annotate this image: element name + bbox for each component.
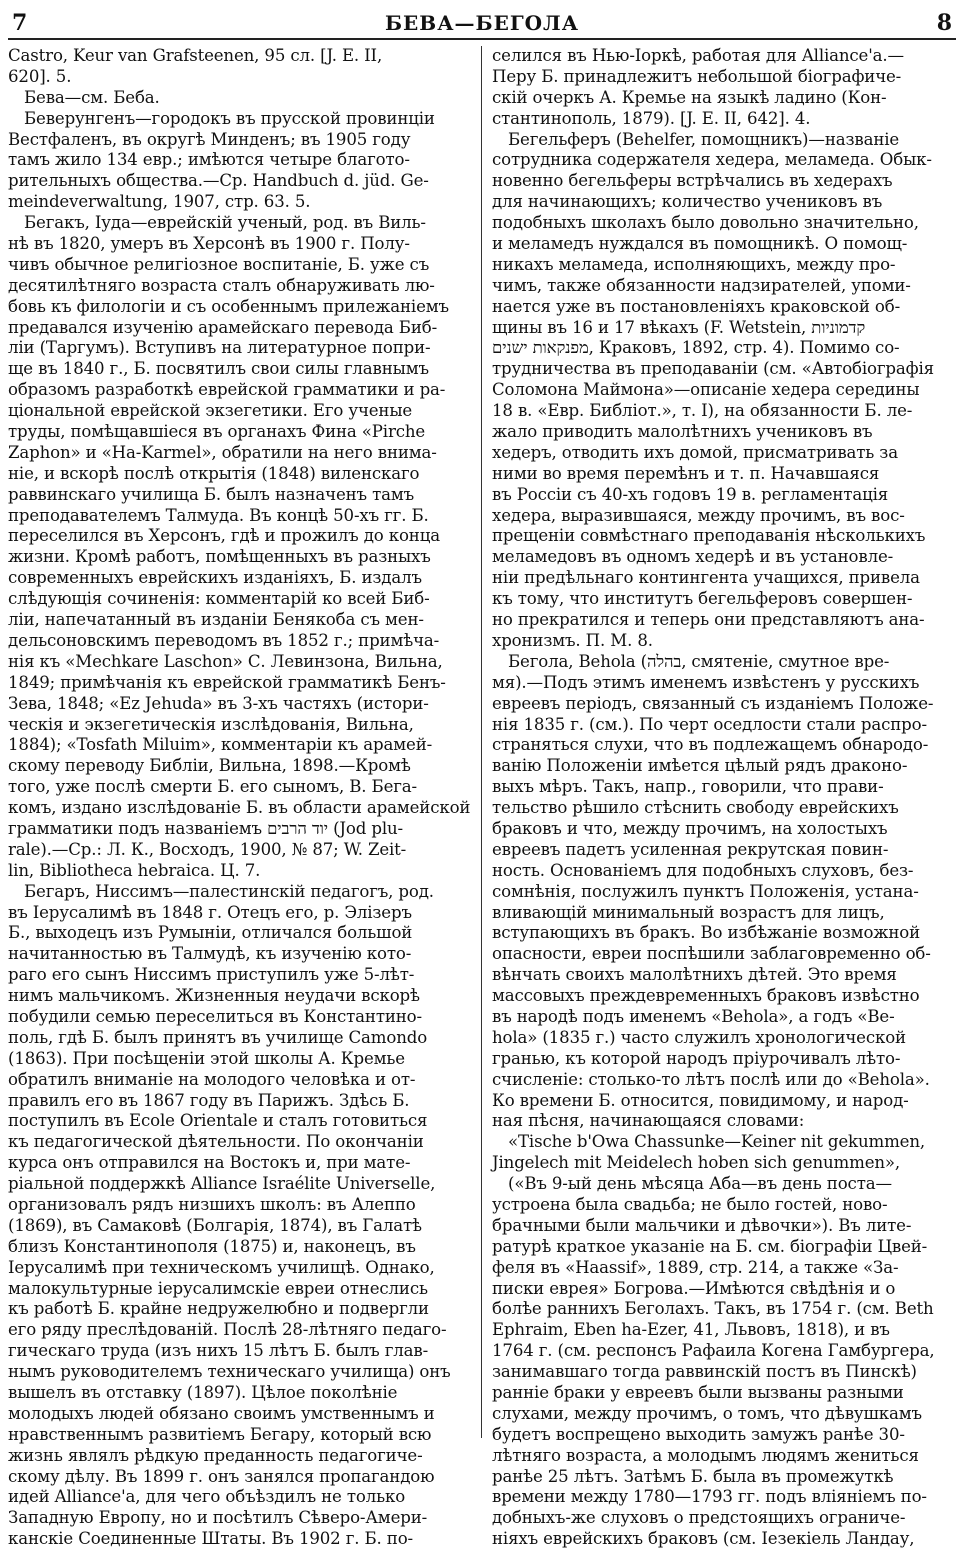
text-line: стантинополь, 1879). [J. E. II, 642]. 4. [492,108,811,128]
text-line: нія къ «Mechkare Laschon» С. Левинзона, Вильна, [8,651,443,671]
text-line: нія 1835 г. (см.). По черт оседлости стали распро- [492,714,927,734]
text-line: сомнѣнія, послужилъ пунктъ Положенія, устана- [492,881,919,901]
page-header [8,8,956,40]
text-line: ранніе браки у евреевъ были вызваны разными [492,1383,904,1402]
text-line: Бегола, Behola (בהלה, смятеніе, смутное вре- [508,651,890,671]
text-line: Бегельферъ (Behelfer, помощникъ)—названіе [508,129,900,149]
text-line: бовь къ филологіи и съ особеннымъ прилежаніемъ [8,296,449,316]
text-line: Вестфаленъ, въ округѣ Минденъ; въ 1905 году [8,129,411,149]
text-line: 1884); «Tosfath Miluim», комментаріи къ арамей- [8,735,433,755]
text-line: lin, Bibliotheca hebraica. Ц. 7. [8,860,261,880]
text-line: хронизмъ. П. М. 8. [492,630,653,650]
text-line: ратурѣ краткое указаніе на Б. см. біографіи Цвей- [492,1236,928,1256]
text-line: добныхъ-же слуховъ о предстоящихъ ограниче- [492,1508,906,1528]
text-line: ніе, и вскорѣ послѣ открытія (1848) виленскаго [8,463,420,483]
text-line: rale).—Ср.: Л. К., Восходъ, 1900, № 87; W. Zeit- [8,839,407,859]
text-line: болѣе раннихъ Беголахъ. Такъ, въ 1754 г. (см. Beth [492,1299,934,1319]
text-line: вступающихъ въ бракъ. Во избѣжаніе возможной [492,923,921,943]
text-line: подобныхъ школахъ было довольно значительно, [492,213,919,233]
text-line: ліи (Таргумъ). Вступивъ на литературное попри- [8,338,431,358]
text-line: (1863). При посѣщеніи этой школы А. Кремье [8,1048,405,1068]
text-line: скій очеркъ А. Кремье на языкѣ ладино (Кон- [492,87,887,107]
text-line: феля въ «Haassif», 1889, стр. 214, а также «За- [492,1257,899,1277]
text-line: счисленіе: столько-то лѣтъ послѣ или до «Behola». [492,1069,930,1089]
text-line: Zaphon» и «Ha-Karmel», обратили на него внима- [8,442,437,462]
text-line: хедера, выразившаяся, между прочимъ, въ вос- [492,505,905,525]
running-title: БЕВА—БЕГОЛА [384,11,580,35]
text-line: ванію Положеніи имѣется цѣлый рядъ драконо- [492,756,908,776]
text-line: устроена была свадьба; не было гостей, ново- [492,1194,888,1214]
text-line: евреевъ падетъ усиленная рекрутская повин- [492,839,889,859]
text-line: сотрудника содержателя хедера, меламеда. Обык- [492,150,932,170]
text-line: нается уже въ постановленіяхъ краковской об- [492,296,901,316]
text-line: обратилъ вниманіе на молодого человѣка и от- [8,1069,416,1089]
text-line: страняться слухи, что въ подлежащемъ обнародо- [492,735,929,755]
text-line: близъ Константинополя (1875) и, наконецъ, въ [8,1236,416,1256]
text-line: чивъ обычное религіозное воспитаніе, Б. уже съ [8,254,430,274]
text-line: Бева—см. Беба. [24,87,160,107]
right-column [492,46,956,1549]
text-line: Перу Б. принадлежитъ небольшой біографиче- [492,66,902,86]
text-line: лѣтняго возраста, а молодымъ людямъ жениться [492,1445,919,1465]
text-line: опасности, евреи поспѣшили заблаговременно об- [492,944,931,964]
text-line: будетъ воспрещено выходить замужъ ранѣе 30- [492,1424,905,1444]
text-line: Castro, Keur van Grafsteenen, 95 сл. [J. E. II, [8,46,383,65]
text-line: щины въ 16 и 17 вѣкахъ (F. Wetstein, קדמוניות [492,317,866,337]
text-line: Ephraim, Eben ha-Ezer, 41, Львовъ, 1818), и въ [492,1320,890,1340]
text-line: ность. Основаніемъ для подобныхъ слуховъ, без- [492,860,914,880]
text-line: 18 в. «Евр. Библіот.», т. I), на обязанности Б. ле- [492,401,913,421]
text-line: ранѣе 25 лѣтъ. Затѣмъ Б. была въ промежуткѣ [492,1466,894,1486]
text-line: 1849; примѣчанія къ еврейской грамматикѣ Бенъ- [8,672,446,692]
text-line: «Tische b'Owa Chassunke—Keiner nit gekummen, [508,1132,925,1152]
text-line: 620]. 5. [8,66,72,86]
text-line: для начинающихъ; количество учениковъ въ [492,192,883,212]
text-line: жизни. Кромѣ работъ, помѣщенныхъ въ разныхъ [8,547,431,567]
text-line: 1764 г. (см. респонсъ Рафаила Когена Гамбургера, [492,1341,935,1361]
text-line: ніяхъ еврейскихъ браковъ (см. Іезекіель Ландау, [492,1529,915,1549]
text-line: вѣнчать своихъ малолѣтнихъ дѣтей. Это время [492,965,897,985]
text-line: труды, помѣщавшіеся въ органахъ Фина «Pirche [8,422,426,442]
text-line: трудничества въ преподаваніи (см. «Автобіографія [492,359,934,379]
text-line: въ Іерусалимѣ въ 1848 г. Отецъ его, р. Элізеръ [8,902,412,922]
text-line: къ тому, что институтъ бегельферовъ совершен- [492,589,913,609]
text-line: поступилъ въ Ecole Orientale и сталъ готовиться [8,1111,428,1131]
text-line: скому дѣлу. Въ 1899 г. онъ занялся пропагандою [8,1466,435,1486]
text-line: массовыхъ преждевременныхъ браковъ извѣстно [492,986,920,1006]
text-line: предавался изученію арамейскаго перевода Биб- [8,317,438,337]
text-line: прещеніи совмѣстнаго преподаванія нѣсколькихъ [492,526,926,546]
page-number-left: 7 [12,10,28,36]
text-line: его ряду преслѣдованій. Послѣ 28-лѣтняго педаго- [8,1320,447,1340]
text-line: Бегакъ, Іуда—еврейскій ученый, род. въ Виль- [24,213,426,233]
text-line: евреевъ періодъ, связанный съ изданіемъ Положе- [492,693,934,713]
text-line: чимъ, также обязанности надзирателей, упоми- [492,275,911,295]
text-line: Ко времени Б. относится, повидимому, и народ- [492,1090,909,1110]
text-line: нимъ мальчикомъ. Жизненныя неудачи вскорѣ [8,986,420,1006]
text-line: Бегаръ, Ниссимъ—палестинскій педагогъ, род. [24,881,434,901]
text-line: нымъ руководителемъ техническаго училища) онъ [8,1362,451,1382]
text-line: преподавателемъ Талмуда. Въ концѣ 50-хъ гг. Б. [8,505,429,525]
text-line: ними во время перемѣнъ и т. п. Начавшаяся [492,463,880,483]
text-line: раго его сынъ Ниссимъ приступилъ уже 5-лѣт- [8,965,415,985]
text-line: жало приводить малолѣтнихъ учениковъ въ [492,422,873,442]
text-line: ческія и экзегетическія изслѣдованія, Вильна, [8,714,414,734]
text-line: Беверунгенъ—городокъ въ прусской провинціи [24,108,435,128]
text-line: организовалъ рядъ низшихъ школъ: въ Алеппо [8,1194,416,1214]
column-divider [481,46,482,1438]
text-line: современныхъ еврейскихъ изданіяхъ, Б. издалъ [8,568,422,588]
text-line: дельсоновскимъ переводомъ въ 1852 г.; примѣча- [8,630,440,650]
text-line: выхъ мѣръ. Такъ, напр., говорили, что прави- [492,777,884,797]
text-line: новенно бегельферы встрѣчались въ хедерахъ [492,171,893,191]
text-line: ціональной еврейской экзегетики. Его ученые [8,401,413,421]
text-line: раввинскаго училища Б. былъ назначенъ тамъ [8,484,415,504]
text-line: комъ, издано изслѣдованіе Б. въ области арамейской [8,798,471,818]
text-line: того, уже послѣ смерти Б. его сыномъ, В. Бега- [8,777,417,797]
text-line: канскіе Соединенные Штаты. Въ 1902 г. Б. по- [8,1529,413,1549]
text-line: Зева, 1848; «Ez Jehuda» въ 3-хъ частяхъ (истори- [8,693,429,713]
text-line: браковъ и что, между прочимъ, на холостыхъ [492,818,888,838]
text-line: ная пѣсня, начинающаяся словами: [492,1111,805,1131]
text-line: десятилѣтняго возраста сталъ обнаруживать лю- [8,275,435,295]
text-line: скому переводу Библіи, Вильна, 1898.—Кромѣ [8,756,411,776]
text-line: къ работѣ Б. крайне недружелюбно и подвергли [8,1299,429,1319]
text-line: («Въ 9-ый день мѣсяца Аба—въ день поста— [508,1174,892,1194]
text-line: поль, гдѣ Б. былъ принятъ въ училище Camondo [8,1027,428,1047]
text-line: идей Alliance'a, для чего объѣздилъ не только [8,1487,406,1507]
text-line: меламедовъ въ одномъ хедерѣ и въ установле- [492,547,894,567]
text-line: (1869), въ Самаковѣ (Болгарія, 1874), въ Галатѣ [8,1215,422,1235]
text-line: нравственнымъ развитіемъ Бегару, который всю [8,1424,432,1444]
text-line: тамъ жило 134 евр.; имѣются четыре благото- [8,150,410,170]
text-line: Западную Европу, но и посѣтилъ Сѣверо-Амери- [8,1508,428,1528]
text-line: слухами, между прочимъ, о томъ, что дѣвушкамъ [492,1403,922,1423]
text-line: meindeverwaltung, 1907, стр. 63. 5. [8,192,311,212]
text-line: Jingelech mit Meidelech hoben sich genummen», [492,1153,901,1173]
text-line: никахъ меламеда, исполняющихъ, между про- [492,254,896,274]
text-line: тельство рѣшило стѣснить свободу еврейскихъ [492,798,899,818]
text-line: побудили семью переселиться въ Константино- [8,1006,422,1026]
text-line: къ педагогической дѣятельности. По окончаніи [8,1132,424,1152]
text-line: переселился въ Херсонъ, гдѣ и прожилъ до конца [8,526,440,546]
text-line: ще въ 1840 г., Б. посвятилъ свои силы главнымъ [8,359,429,379]
text-line: хедеръ, отводить ихъ домой, присматривать за [492,442,898,462]
text-line: но прекратился и теперь они представляютъ ана- [492,610,925,630]
text-line: ріальной поддержкѣ Alliance Israélite Universelle, [8,1174,436,1194]
text-line: гранью, къ которой народъ пріурочивалъ лѣто- [492,1048,901,1068]
text-line: и меламедъ нуждался въ помощникѣ. О помощ- [492,234,908,254]
text-line: занимавшаго тогда раввинскій постъ въ Пинскѣ) [492,1362,917,1382]
text-line: курса онъ отправился на Востокъ и, при мате- [8,1153,411,1173]
text-line: מפנקאות ישנים, Краковъ, 1892, стр. 4). Помимо со- [492,338,900,358]
text-line: малокультурные іерусалимскіе евреи отнеслись [8,1278,428,1298]
page-number-right: 8 [936,10,952,36]
text-line: ліи, напечатанный въ изданіи Бенякоба съ мен- [8,610,424,630]
text-line: въ народѣ подъ именемъ «Behola», а годъ «Be- [492,1006,895,1026]
text-line: hola» (1835 г.) часто служилъ хронологической [492,1027,906,1047]
text-line: времени между 1780—1793 гг. подъ вліяніемъ по- [492,1487,927,1507]
text-line: мя).—Подъ этимъ именемъ извѣстенъ у русскихъ [492,672,920,692]
text-line: жизнь являлъ рѣдкую преданность педагогиче- [8,1445,423,1465]
text-line: селился въ Нью-Іоркѣ, работая для Alliance'a.— [492,46,904,65]
text-line: образомъ разработкѣ еврейской грамматики и ра- [8,380,446,400]
text-line: Іерусалимѣ при техническомъ училищѣ. Однако, [8,1257,435,1277]
text-line: молодыхъ людей обязано своимъ умственнымъ и [8,1403,435,1423]
text-line: гическаго труда (изъ нихъ 15 лѣтъ Б. былъ глав- [8,1341,429,1361]
text-line: грамматики подъ названіемъ יוד הרבים (Jod plu- [8,818,403,838]
text-line: правилъ его въ 1867 году въ Парижъ. Здѣсь Б. [8,1090,410,1110]
text-line: брачными были мальчики и дѣвочки»). Въ лите- [492,1215,912,1235]
text-line: начитанностью въ Талмудѣ, къ изученію кото- [8,944,412,964]
text-line: рительныхъ общества.—Ср. Handbuch d. jüd. Ge- [8,171,429,191]
left-column [8,46,472,1549]
text-line: писки еврея» Богрова.—Имѣются свѣдѣнія и о [492,1278,896,1298]
text-line: Соломона Маймона»—описаніе хедера середины [492,380,920,400]
text-line: въ Россіи съ 40-хъ годовъ 19 в. регламентація [492,484,889,504]
text-line: нѣ въ 1820, умеръ въ Херсонѣ въ 1900 г. Полу- [8,234,410,254]
text-line: вышелъ въ отставку (1897). Цѣлое поколѣніе [8,1383,398,1402]
text-line: слѣдующія сочиненія: комментарій ко всей Биб- [8,589,430,609]
text-line: вливающій минимальный возрастъ для лицъ, [492,902,885,922]
text-line: ніи предѣльнаго контингента учащихся, привела [492,568,920,588]
text-line: Б., выходецъ изъ Румыніи, отличался большой [8,923,413,943]
